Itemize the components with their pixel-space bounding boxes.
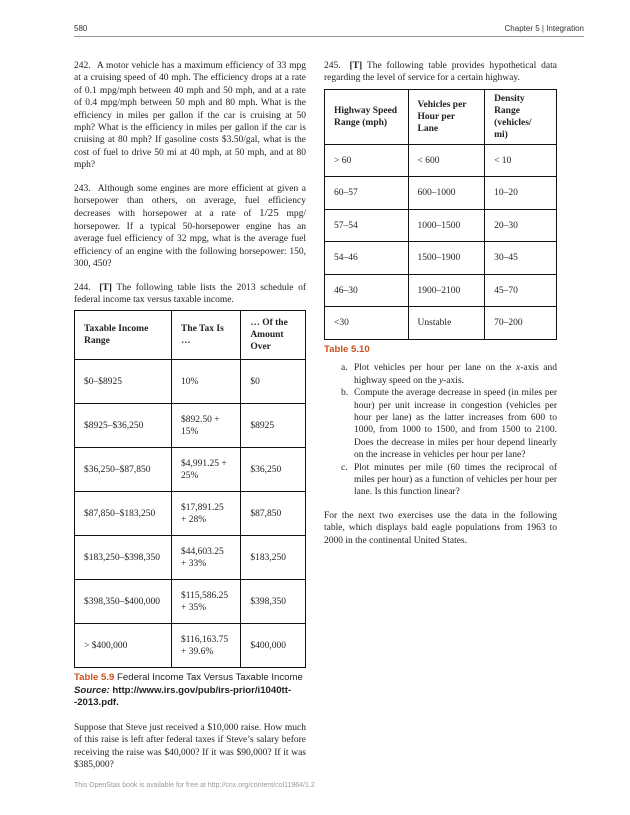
table-cell: $87,850 [241,492,306,536]
problem-text: The following table lists the 2013 schedule of federal income tax versus taxable income. [74,282,306,305]
table-cell: 30–45 [485,242,557,275]
table-row [325,307,557,340]
table-cell: $44,603.25 + 33% [172,536,241,580]
table-caption [74,672,306,710]
problem-number: 245. [324,61,341,71]
list-marker: b. [341,388,349,399]
problem-242 [74,60,306,172]
column-header: Taxable Income Range [75,311,172,360]
table-row [75,624,306,668]
column-header: Vehicles per Hour per Lane [408,89,485,144]
part-text: Plot minutes per mile (60 times the reciprocal of miles per hour) as a function of vehicles per hour per lane. Is this function linear? [354,462,557,498]
table-cell: < 10 [485,144,557,177]
next-exercises-intro: For the next two exercises use the data in the following table, which displays bald eagle populations from 1963 to 2000 in the continental United States. [324,510,557,546]
table-cell: 60–57 [325,177,409,210]
problem-244 [74,282,306,307]
tax-table [74,310,306,668]
caption-source-link[interactable]: http://www.irs.gov/pub/irs-prior/i1040tt--2013.pdf. [74,684,292,709]
table-cell: $8925–$36,250 [75,404,172,448]
problem-number: 242. [74,61,91,71]
table-row [75,580,306,624]
table-cell: $0–$8925 [75,360,172,404]
table-cell: > $400,000 [75,624,172,668]
problem-text-continued: mpg/ horsepower. If a typical 50-horsepower engine has an average fuel efficiency of 32 mpg, what is the average fuel efficiency of an engine with the following horsepower: 150, 300, 450? [74,209,307,270]
caption-title: Federal Income Tax Versus Taxable Income [117,672,303,684]
caption-label: Table 5.10 [324,343,370,355]
fraction: 1/25 [259,207,279,220]
problem-245-parts [341,362,557,498]
table-cell: > 60 [325,144,409,177]
list-item [341,362,557,387]
table-row [325,242,557,275]
table-row [325,274,557,307]
table-cell: $36,250 [241,448,306,492]
table-row [75,536,306,580]
problem-text: Although some engines are more efficient at given a horsepower than others, on average, fuel efficiency decreases with horsepower at a rate of [74,183,307,220]
part-text: Plot vehicles per hour per lane on the [354,363,516,374]
table-header-row [75,311,306,360]
header-divider [74,36,584,37]
table-cell: $87,850–$183,250 [75,492,172,536]
column-header: Density Range (vehicles/ mi) [485,89,557,144]
table-cell: $398,350 [241,580,306,624]
table-cell: 54–46 [325,242,409,275]
table-cell: 1500–1900 [408,242,485,275]
table-cell: 10% [172,360,241,404]
left-column [74,60,306,782]
table-cell: $183,250 [241,536,306,580]
chapter-title: Chapter 5 | Integration [504,24,584,33]
part-text: -axis and highway speed on the [354,363,558,386]
table-row [75,448,306,492]
table-cell: < 600 [408,144,485,177]
table-cell: 57–54 [325,209,409,242]
table-row [325,209,557,242]
table-cell: $400,000 [241,624,306,668]
page-number: 580 [74,24,88,33]
table-cell: Unstable [408,307,485,340]
table-cell: $116,163.75 + 39.6% [172,624,241,668]
caption-label: Table 5.9 [74,672,115,684]
table-cell: $17,891.25 + 28% [172,492,241,536]
problem-tag: [T] [99,282,112,293]
table-cell: 1000–1500 [408,209,485,242]
table-cell: 10–20 [485,177,557,210]
part-text: Compute the average decrease in speed (in miles per hour) per unit increase in congestion (vehicles per hour per lane) as the latter increases from 600 to 1000, from 1000 to 1500, and from 1500 to 2100. Does the decrease in miles per hour depend linearly on the increase in vehicles per hour per lane? [354,388,557,461]
table-cell: 600–1000 [408,177,485,210]
table-cell: $0 [241,360,306,404]
table-caption [324,344,557,357]
highway-service-table [324,89,557,340]
list-item [341,462,557,499]
problem-243 [74,183,306,271]
table-cell: $8925 [241,404,306,448]
table-row [75,404,306,448]
problem-tag: [T] [349,61,363,71]
list-marker: c. [341,462,348,473]
problem-text: A motor vehicle has a maximum efficiency of 33 mpg at a cruising speed of 40 mph. The efficiency drops at a rate of 0.1 mpg/mph between 40 mph and 50 mph, and at a rate of 0.4 mpg/mph between 50 mph and 80 mph. What is the efficiency in miles per gallon if the car is cruising at 50 mph? What is the efficiency in miles per gallon if the car is cruising at 80 mph? If gasoline costs $3.50/gal, what is the cost of fuel to drive 50 mi at 40 mph, at 50 mph, and at 80 mph? [74,61,307,171]
variable-x: x [515,363,521,374]
table-cell: $398,350–$400,000 [75,580,172,624]
table-row [325,144,557,177]
table-row [75,360,306,404]
problem-244-question: Suppose that Steve just received a $10,000 raise. How much of this raise is left after federal taxes if Steve’s salary before receiving the raise was $40,000? If it was $90,000? If it was $385,000? [74,722,306,771]
list-item [341,387,557,461]
table-cell: 46–30 [325,274,409,307]
table-cell: 20–30 [485,209,557,242]
caption-source-label: Source: [74,684,110,696]
table-cell: $4,991.25 + 25% [172,448,241,492]
part-text: -axis. [443,375,465,386]
page-footer: This OpenStax book is available for free at http://cnx.org/content/col11964/1.2 [74,782,315,789]
column-header: Highway Speed Range (mph) [325,89,409,144]
problem-245 [324,60,557,85]
table-row [325,177,557,210]
problem-number: 244. [74,282,91,293]
table-cell: $183,250–$398,350 [75,536,172,580]
table-header-row [325,89,557,144]
table-cell: $115,586.25 + 35% [172,580,241,624]
column-header: The Tax Is … [172,311,241,360]
table-cell: $892.50 + 15% [172,404,241,448]
problem-text: The following table provides hypothetical data regarding the level of service for a certain highway. [324,61,557,84]
right-column [324,60,557,558]
table-cell: 1900–2100 [408,274,485,307]
table-row [75,492,306,536]
list-marker: a. [341,363,348,374]
variable-y: y [438,375,444,386]
problem-number: 243. [74,183,91,194]
table-cell: $36,250–$87,850 [75,448,172,492]
table-cell: 70–200 [485,307,557,340]
column-header: … Of the Amount Over [241,311,306,360]
table-cell: 45–70 [485,274,557,307]
table-cell: <30 [325,307,409,340]
